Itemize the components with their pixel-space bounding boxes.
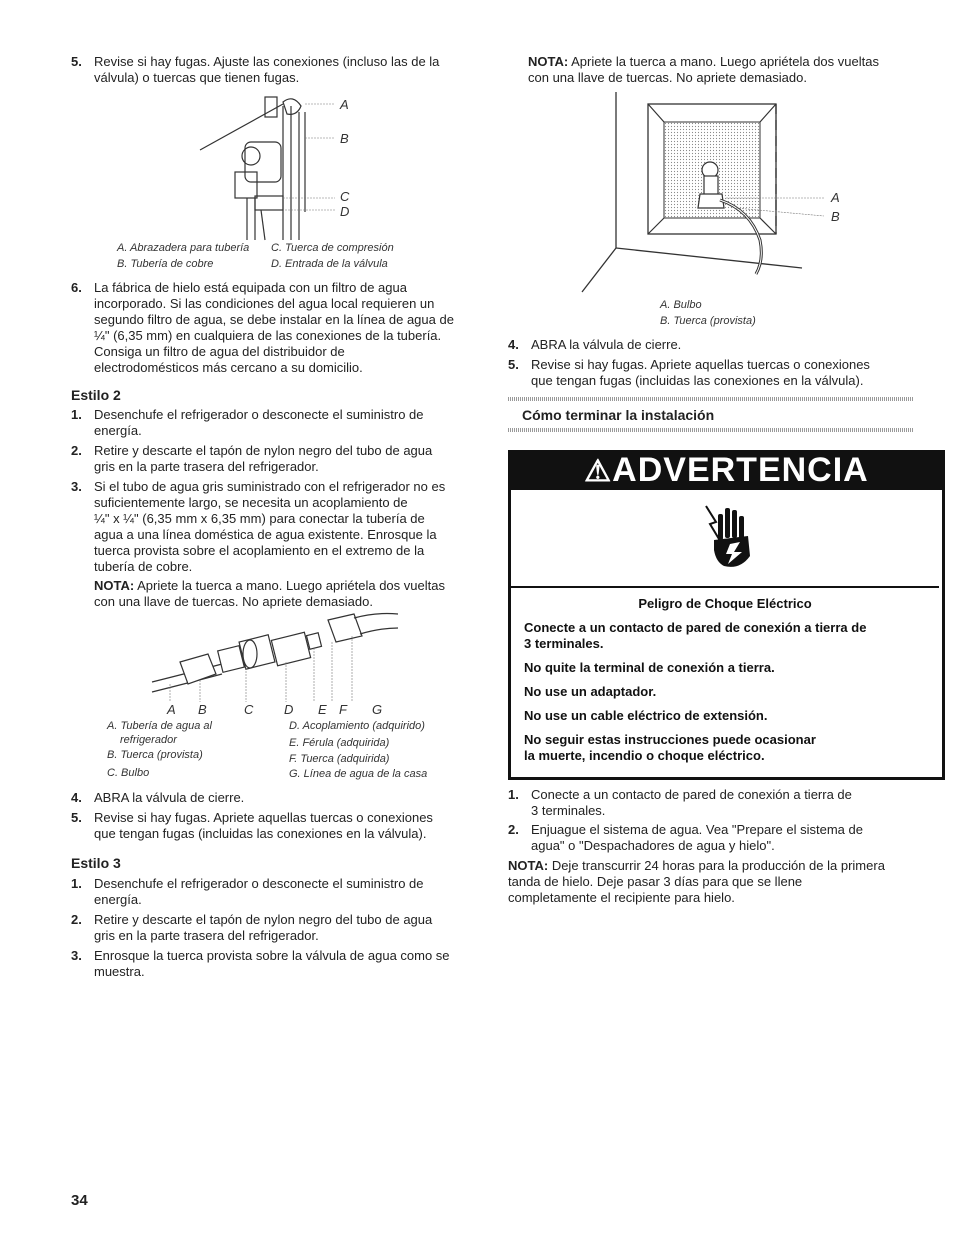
fig2-caption-e: E. Férula (adquirida) (289, 737, 390, 749)
fig1-caption-a: A. Abrazadera para tubería (117, 242, 250, 254)
fig2-caption-g: G. Línea de agua de la casa (289, 768, 428, 780)
final-nota: NOTA: Deje transcurrir 24 horas para la producción de la primera tanda de hielo. Deje pasar 3 días para que se llene completamente el recipiente para hielo. (508, 858, 885, 905)
electric-shock-hand-icon (700, 500, 756, 572)
fig2-label-g: G (372, 702, 383, 717)
warning-line-3: No quite la terminal de conexión a tierra. (524, 660, 775, 675)
right-step-4-open-valve: 4. ABRA la válvula de cierre. (508, 337, 682, 352)
recessed-valve-figure (580, 92, 830, 294)
fig2-caption-a1: A. Tubería de agua al (107, 720, 212, 732)
fig1-caption-d: D. Entrada de la válvula (271, 258, 388, 270)
fig1-label-d: D (340, 204, 350, 219)
fig2-label-d: D (284, 702, 294, 717)
valve-clamp-figure (195, 92, 365, 242)
fig2-caption-b: B. Tuerca (provista) (107, 749, 203, 761)
warning-line-6: No seguir estas instrucciones puede ocasionar (524, 732, 816, 747)
page-number: 34 (71, 1192, 88, 1209)
right-step-5-check-leaks: 5. Revise si hay fugas. Apriete aquellas tuercas o conexiones que tengan fugas (incluidas las conexiones en la válvula). (508, 357, 870, 388)
fig2-caption-c: C. Bulbo (107, 767, 150, 779)
coupling-figure (150, 612, 400, 704)
estilo2-step-2: 2. Retire y descarte el tapón de nylon negro del tubo de agua gris en la parte trasera del refrigerador. (71, 443, 433, 474)
warning-triangle-icon: ⚠ (584, 455, 613, 488)
estilo3-step-2: 2. Retire y descarte el tapón de nylon negro del tubo de agua gris en la parte trasera del refrigerador. (71, 912, 433, 943)
fig1-label-b: B (340, 131, 349, 146)
fig2-label-b: B (198, 702, 207, 717)
fig3-label-a: A (831, 190, 840, 205)
fig2-label-f: F (339, 702, 347, 717)
warning-divider (511, 586, 939, 588)
fig3-caption-a: A. Bulbo (660, 299, 702, 311)
estilo2-nota: NOTA: Apriete la tuerca a mano. Luego apriétela dos vueltas con una llave de tuercas. No apriete demasiado. (94, 578, 445, 609)
right-nota: NOTA: Apriete la tuerca a mano. Luego apriétela dos vueltas con una llave de tuercas. No apriete demasiado. (528, 54, 879, 85)
section-rule-top (508, 397, 914, 401)
fig2-label-c: C (244, 702, 254, 717)
step-5-check-leaks: 5. Revise si hay fugas. Ajuste las conexiones (incluso las de la válvula) o tuercas que tienen fugas. (71, 54, 440, 85)
warning-subtitle: Peligro de Choque Eléctrico (638, 596, 812, 611)
fig2-label-e: E (318, 702, 327, 717)
section-title: Cómo terminar la instalación (522, 407, 715, 423)
fig1-label-c: C (340, 189, 350, 204)
estilo-3-heading: Estilo 3 (71, 855, 121, 871)
warning-line-4: No use un adaptador. (524, 684, 657, 699)
warning-line-7: la muerte, incendio o choque eléctrico. (524, 748, 765, 763)
step-6-water-filter: 6. La fábrica de hielo está equipada con un filtro de agua incorporado. Si las condiciones del agua local requieren un segundo filtro de agua, se debe instalar en la línea de agua de ¼" (6,35 mm) en cualquiera de las conexiones de la tubería. Consiga un filtro de agua del distribuidor de electrodomésticos más cercano a su domicilio. (71, 280, 454, 375)
final-step-1: 1. Conecte a un contacto de pared de conexión a tierra de 3 terminales. (508, 787, 852, 818)
warning-line-2: 3 terminales. (524, 636, 604, 651)
fig2-label-a: A (167, 702, 176, 717)
left-step-5-check-leaks: 5. Revise si hay fugas. Apriete aquellas tuercas o conexiones que tengan fugas (incluidas las conexiones en la válvula). (71, 810, 433, 841)
estilo3-step-1: 1. Desenchufe el refrigerador o desconecte el suministro de energía. (71, 876, 424, 907)
warning-header: ⚠ADVERTENCIA (508, 450, 945, 490)
warning-line-1: Conecte a un contacto de pared de conexión a tierra de (524, 620, 867, 635)
estilo2-step-1: 1. Desenchufe el refrigerador o desconecte el suministro de energía. (71, 407, 424, 438)
fig1-caption-c: C. Tuerca de compresión (271, 242, 394, 254)
fig1-caption-b: B. Tubería de cobre (117, 258, 214, 270)
final-step-2: 2. Enjuague el sistema de agua. Vea "Prepare el sistema de agua" o "Despachadores de agua y hielo". (508, 822, 863, 853)
section-rule-bottom (508, 428, 914, 432)
estilo2-step-3: 3. Si el tubo de agua gris suministrado con el refrigerador no es suficientemente largo, se necesita un acoplamiento de ¼" x ¼" (6,35 mm x 6,35 mm) para conectar la tubería de agua a una línea doméstica de agua existente. Enrosque la tuerca provista sobre el acoplamiento en el extremo de la tubería de cobre. (71, 479, 446, 574)
fig2-caption-f: F. Tuerca (adquirida) (289, 753, 390, 765)
warning-line-5: No use un cable eléctrico de extensión. (524, 708, 768, 723)
left-step-4-open-valve: 4. ABRA la válvula de cierre. (71, 790, 245, 805)
fig3-label-b: B (831, 209, 840, 224)
fig2-caption-a2: refrigerador (120, 734, 177, 746)
fig3-caption-b: B. Tuerca (provista) (660, 315, 756, 327)
fig1-label-a: A (340, 97, 349, 112)
estilo3-step-3: 3. Enrosque la tuerca provista sobre la válvula de agua como se muestra. (71, 948, 450, 979)
estilo-2-heading: Estilo 2 (71, 387, 121, 403)
fig2-caption-d: D. Acoplamiento (adquirido) (289, 720, 425, 732)
